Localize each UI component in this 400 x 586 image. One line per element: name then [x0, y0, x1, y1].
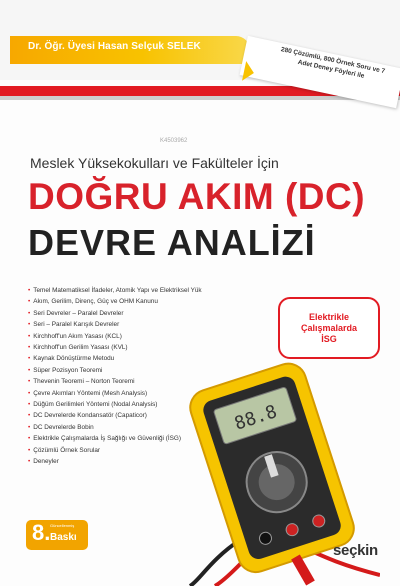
red-probe-tip	[291, 555, 315, 586]
book-subtitle: Meslek Yüksekokulları ve Fakülteler İçin	[30, 155, 279, 171]
edition-label: Baskı	[50, 532, 77, 543]
topic-item: • DC Devrelerde Bobin	[28, 422, 202, 433]
topic-item: • Seri – Paralel Karışık Devreler	[28, 319, 202, 330]
book-title-line2: DEVRE ANALİZİ	[28, 222, 316, 263]
edition-small-text: Güncellenmiş	[50, 523, 75, 528]
topic-item: • Kaynak Dönüştürme Metodu	[28, 353, 202, 364]
topic-item: • Kirchhoff'un Akım Yasası (KCL)	[28, 331, 202, 342]
isg-badge-line: Çalışmalarda	[300, 322, 358, 333]
publisher-logo: seçkin	[333, 542, 378, 559]
topic-item: • Thevenin Teoremi – Norton Teoremi	[28, 376, 202, 387]
book-title-line1: DOĞRU AKIM (DC)	[28, 176, 366, 217]
topic-item: • Akım, Gerilim, Direnç, Güç ve OHM Kanunu	[28, 296, 202, 307]
topic-item: • Seri Devreler – Paralel Devreler	[28, 308, 202, 319]
topic-item: • Düğüm Gerilimleri Yöntemi (Nodal Analysis)	[28, 399, 202, 410]
topic-item: • DC Devrelerde Kondansatör (Capaticor)	[28, 410, 202, 421]
grey-stripe	[0, 96, 400, 100]
topic-list	[28, 285, 202, 468]
author-name: Dr. Öğr. Üyesi Hasan Selçuk SELEK	[28, 41, 201, 52]
topic-item: • Çevre Akımları Yöntemi (Mesh Analysis)	[28, 388, 202, 399]
topic-item: • Süper Pozisyon Teoremi	[28, 365, 202, 376]
topic-item: • Temel Matematiksel İfadeler, Atomik Yapı ve Elektriksel Yük	[28, 285, 202, 296]
watermark: K4503962	[160, 138, 188, 144]
black-probe-cable	[190, 540, 240, 586]
svg-text:88.8: 88.8	[231, 401, 280, 435]
topic-item: • Çözümlü Örnek Sorular	[28, 445, 202, 456]
topic-item: • Kirchhoff'un Gerilim Yasası (KVL)	[28, 342, 202, 353]
isg-badge-line: İSG	[321, 333, 337, 344]
topic-item: • Elektrikle Çalışmalarda İş Sağlığı ve Güvenliği (İSG)	[28, 433, 202, 444]
isg-badge-line: Elektrikle	[308, 311, 350, 322]
edition-number: 8.	[32, 520, 51, 545]
topic-item: • Deneyler	[28, 456, 202, 467]
promo-sticker-text: 280 Çözümlü, 800 Örnek Soru ve 7 Adet Deney Föyleri ile	[280, 46, 386, 80]
